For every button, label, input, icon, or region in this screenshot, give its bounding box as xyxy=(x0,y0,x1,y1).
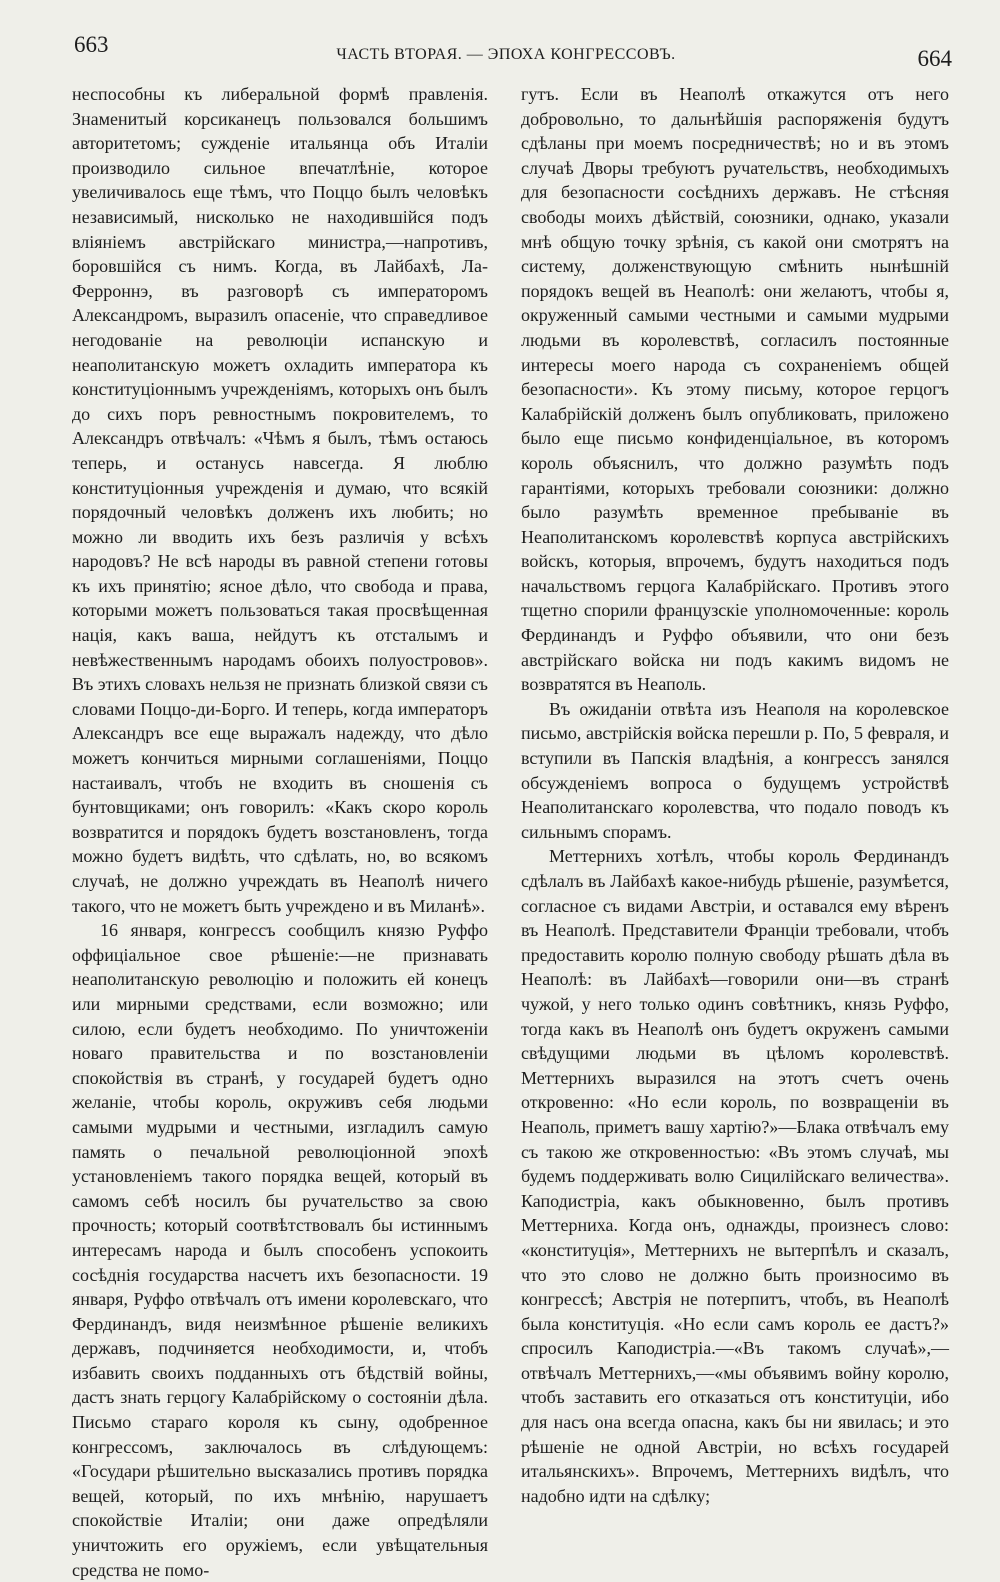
paragraph: гутъ. Если въ Неаполѣ откажутся отъ него добровольно, то дальнѣйшія распоряженія будутъ сдѣланы при моемъ посредничествѣ; но и въ этомъ случаѣ Дворы требуютъ ручательствъ, необходимыхъ для безопасности сосѣднихъ державъ. Не стѣсняя свободы моихъ дѣйствій, союзники, однако, указали мнѣ общую точку зрѣнія, съ какой они смотрятъ на систему, долженствующую смѣнить нынѣшній порядокъ вещей въ Неаполѣ: они желаютъ, чтобы я, окруженный самыми честными и самыми мудрыми людьми въ королевствѣ, согласилъ постоянные интересы моего народа съ сохраненіемъ общей безопасности». Къ этому письму, которое герцогъ Калабрійскій долженъ былъ опубликовать, приложено было еще письмо конфиденціальное, въ которомъ король объяснилъ, что должно разумѣть подъ гарантіями, которыхъ требовали союзники: должно было разумѣть временное пребываніе въ Неаполитанскомъ королевствѣ корпуса австрійскихъ войскъ, которыя, впрочемъ, будутъ находиться подъ начальствомъ герцога Калабрійскаго. Противъ этого тщетно спорили французскіе уполномоченные: король Фердинандъ и Руффо объявили, что они безъ австрійскаго войска ни подъ какимъ видомъ не возвратятся въ Неаполь. xyxy=(521,84,949,695)
paragraph: Меттернихъ хотѣлъ, чтобы король Фердинандъ сдѣлалъ въ Лайбахѣ какое-нибудь рѣшеніе, разумѣется, согласное съ видами Австріи, и оставался ему вѣренъ въ Неаполѣ. Представители Франціи требовали, чтобъ предоставить королю полную свободу рѣшать дѣла въ Неаполѣ: въ Лайбахѣ—говорили они—въ странѣ чужой, у него только одинъ совѣтникъ, князь Руффо, тогда какъ въ Неаполѣ онъ будетъ окруженъ самыми свѣдущими людьми въ цѣломъ королевствѣ. Меттернихъ выразился на этотъ счетъ очень откровенно: «Но если король, по возвращеніи въ Неаполь, приметъ вашу хартію?»—Блака отвѣчалъ ему съ такою же откровенностью: «Въ этомъ случаѣ, мы будемъ поддерживать волю Сицилійскаго величества». Каподистріа, какъ обыкновенно, былъ противъ Меттерниха. Когда онъ, однажды, произнесъ слово: «конституція», Меттернихъ не вытерпѣлъ и сказалъ, что это слово не должно быть произносимо въ конгрессѣ; Австрія не потерпитъ, чтобъ, въ Неаполѣ была конституція. «Но если самъ король ее дастъ?» спросилъ Каподистріа.—«Въ такомъ случаѣ»,—отвѣчалъ Меттернихъ,—«мы объявимъ войну королю, чтобъ заставить его отказаться отъ конституціи, ибо для насъ она всегда опасна, какъ бы ни явилась; и это рѣшеніе не одной Австріи, но всѣхъ государей итальянскихъ». Впрочемъ, Меттернихъ видѣлъ, что надобно идти на сдѣлку; xyxy=(521,846,949,1506)
page-number-right: 664 xyxy=(917,46,952,71)
page-number-left: 663 xyxy=(74,32,109,57)
page-header xyxy=(60,28,952,78)
running-title: ЧАСТЬ ВТОРАЯ. — ЭПОХА КОНГРЕССОВЪ. xyxy=(336,46,676,63)
left-column xyxy=(72,82,488,1582)
paragraph: неспособны къ либеральной формѣ правленія. Знаменитый корсиканецъ пользовался большимъ авторитетомъ; сужденіе итальянца объ Италіи производило сильное впечатлѣніе, которое увеличивалось еще тѣмъ, что Поццо былъ человѣкъ независимый, нисколько не находившійся подъ вліяніемъ австрійскаго министра,—напротивъ, боровшійся съ нимъ. Когда, въ Лайбахѣ, Ла-Ферроннэ, въ разговорѣ съ императоромъ Александромъ, выразилъ опасеніе, что справедливое негодованіе на революціи испанскую и неаполитанскую можетъ охладить императора къ конституціоннымъ учрежденіямъ, которыхъ онъ былъ до сихъ поръ ревностнымъ покровителемъ, то Александръ отвѣчалъ: «Чѣмъ я былъ, тѣмъ остаюсь теперь, и останусь навсегда. Я люблю конституціонныя учрежденія и думаю, что всякій порядочный человѣкъ долженъ ихъ любить; но можно ли вводить ихъ безъ различія у всѣхъ народовъ? Не всѣ народы въ равной степени готовы къ ихъ принятію; ясное дѣло, что свобода и права, которыми можетъ пользоваться такая просвѣщенная нація, какъ ваша, нейдутъ къ отсталымъ и невѣжественнымъ народамъ обоихъ полуостровов». Въ этихъ словахъ нельзя не признать близкой связи съ словами Поццо-ди-Борго. И теперь, когда императоръ Александръ все еще выражалъ надежду, что дѣло можетъ кончиться мирными соглашеніями, Поццо настаивалъ, чтобъ не входить въ сношенія съ бунтовщиками; онъ говорилъ: «Какъ скоро король возвратится и порядокъ будетъ возстановленъ, тогда можно будетъ видѣть, что сдѣлать, но, во всякомъ случаѣ, не должно учреждать въ Неаполѣ ничего такого, что не можетъ быть учреждено и въ Миланѣ». xyxy=(72,84,488,916)
paragraph: 16 января, конгрессъ сообщилъ князю Руффо оффиціальное свое рѣшеніе:—не признавать неаполитанскую революцію и положить ей конецъ или мирными средствами, если возможно; или силою, если будетъ необходимо. По уничтоженіи новаго правительства и по возстановленіи спокойствія въ странѣ, у государей будетъ одно желаніе, чтобы король, окруживъ себя людьми самыми мудрыми и честными, изгладилъ самую память о печальной революціонной эпохѣ установленіемъ такого порядка вещей, который въ самомъ себѣ носилъ бы ручательство за свою прочность; который соотвѣтствовалъ бы истиннымъ интересамъ народа и былъ способенъ успокоить сосѣднія государства насчетъ ихъ безопасности. 19 января, Руффо отвѣчалъ отъ имени королевскаго, что Фердинандъ, видя неизмѣнное рѣшеніе великихъ державъ, подчиняется необходимости, и, чтобъ избавить своихъ подданныхъ отъ бѣдствій войны, дастъ знать герцогу Калабрійскому о состояніи дѣла. Письмо стараго короля къ сыну, одобренное конгрессомъ, заключалось въ слѣдующемъ: «Государи рѣшительно высказались противъ порядка вещей, который, по ихъ мнѣнію, нарушаетъ спокойствіе Италіи; они даже опредѣляли уничтожить его оружіемъ, если увѣщательныя средства не помо- xyxy=(72,920,488,1580)
paragraph: Въ ожиданіи отвѣта изъ Неаполя на королевское письмо, австрійскія войска перешли р. По, 5 февраля, и вступили въ Папскія владѣнія, а конгрессъ занялся обсужденіемъ вопроса о будущемъ устройствѣ Неаполитанскаго королевства, что подало поводъ къ сильнымъ спорамъ. xyxy=(521,698,949,842)
right-column xyxy=(521,82,949,1508)
